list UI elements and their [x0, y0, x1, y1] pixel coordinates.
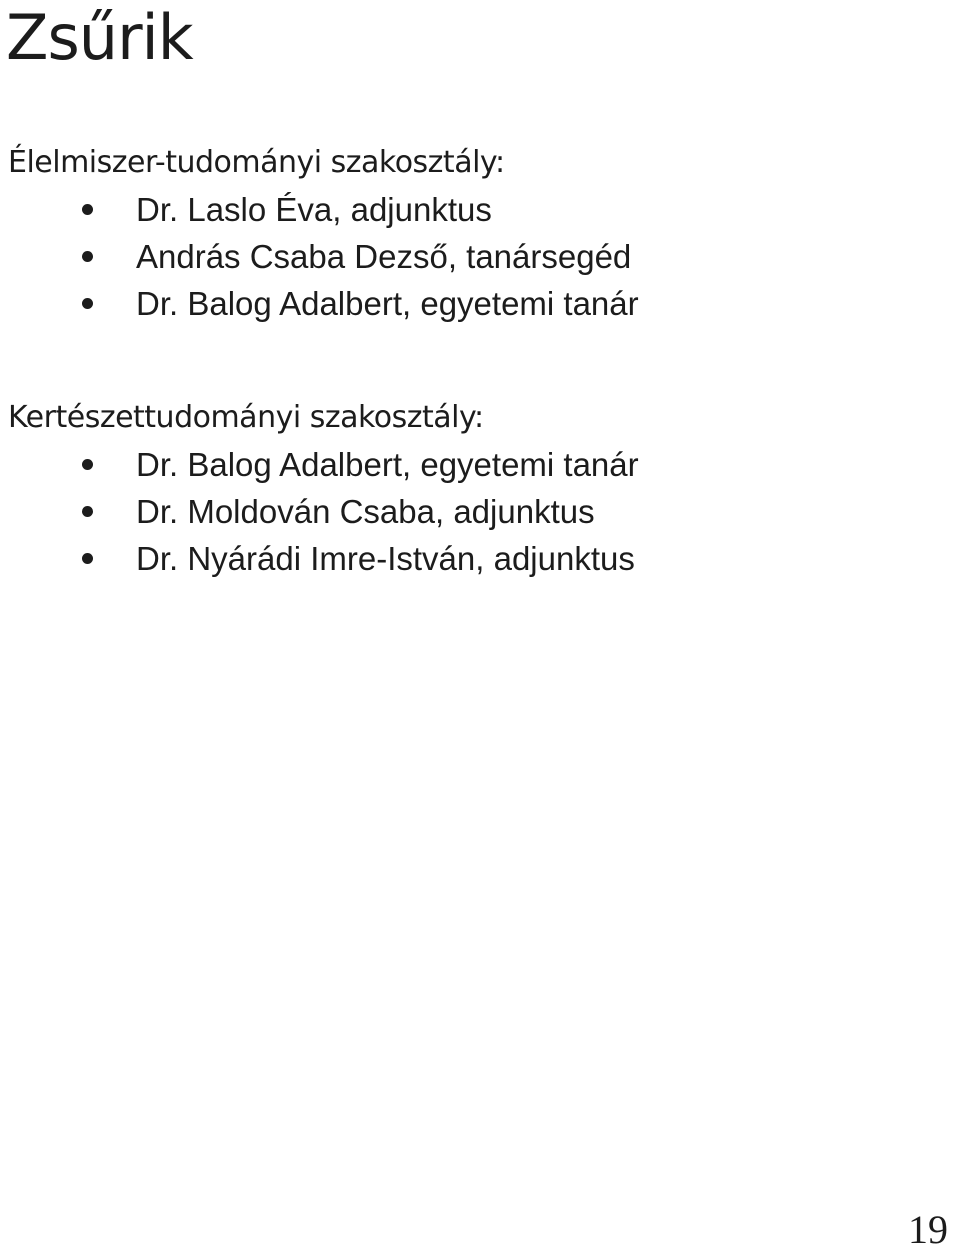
- jury-member-name: Dr. Nyárádi Imre-István, adjunktus: [136, 540, 635, 577]
- section-heading: Élelmiszer-tudományi szakosztály:: [8, 145, 505, 180]
- jury-member-name: András Csaba Dezső, tanársegéd: [136, 238, 632, 275]
- bullet-icon: [82, 553, 93, 564]
- jury-member-name: Dr. Balog Adalbert, egyetemi tanár: [136, 446, 639, 483]
- jury-member-name: Dr. Moldován Csaba, adjunktus: [136, 493, 595, 530]
- list-item: [0, 441, 960, 488]
- list-item: [0, 535, 960, 582]
- bullet-icon: [82, 204, 93, 215]
- bullet-icon: [82, 506, 93, 517]
- jury-member-name: Dr. Balog Adalbert, egyetemi tanár: [136, 285, 639, 322]
- section-food-science: [0, 140, 960, 327]
- list-item: [0, 186, 960, 233]
- bullet-icon: [82, 459, 93, 470]
- bullet-icon: [82, 298, 93, 309]
- jury-member-list: [0, 441, 960, 582]
- list-item: [0, 233, 960, 280]
- list-item: [0, 488, 960, 535]
- page-title: Zsűrik: [6, 1, 193, 74]
- bullet-icon: [82, 251, 93, 262]
- jury-member-name: Dr. Laslo Éva, adjunktus: [136, 191, 492, 228]
- page-number: 19: [908, 1207, 948, 1252]
- section-heading: Kertészettudományi szakosztály:: [8, 400, 484, 435]
- list-item: [0, 280, 960, 327]
- section-horticulture: [0, 395, 960, 582]
- jury-member-list: [0, 186, 960, 327]
